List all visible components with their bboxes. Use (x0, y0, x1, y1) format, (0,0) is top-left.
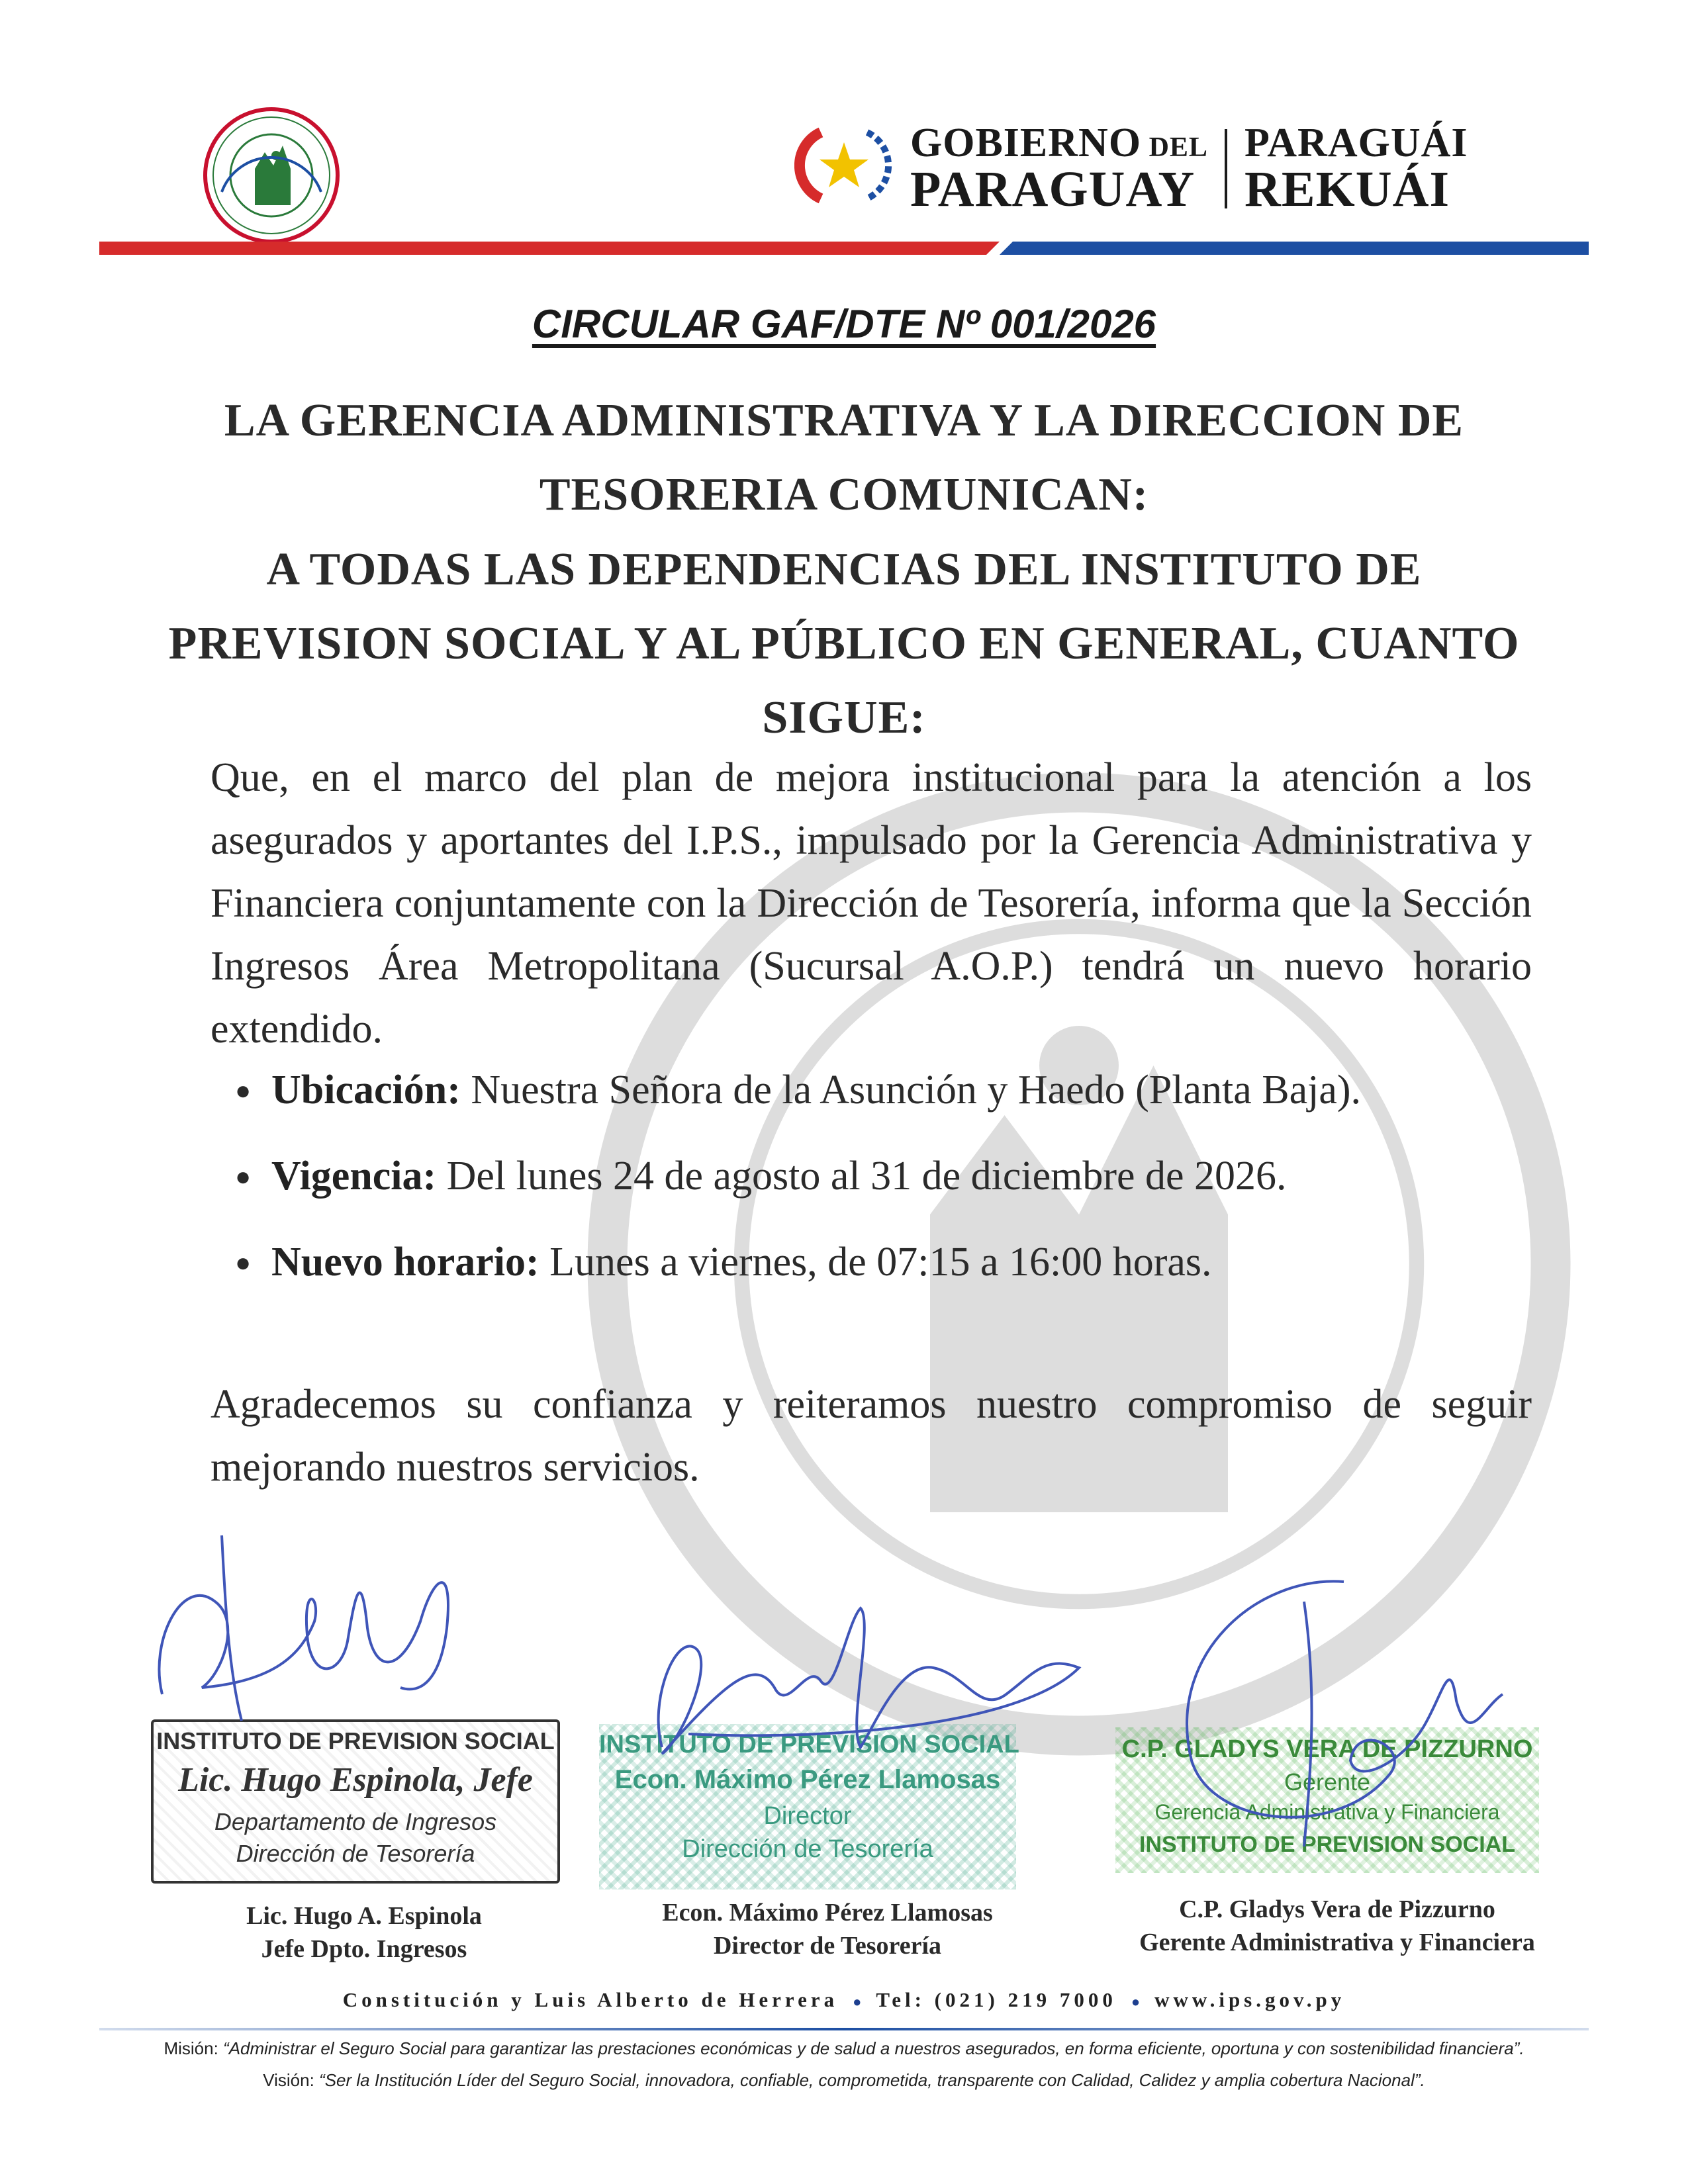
vision-label: Visión: (263, 2070, 320, 2090)
gov-logo-divider (1225, 129, 1227, 208)
footer-separator-icon: ● (853, 1993, 862, 2010)
signer-role: Director de Tesorería (713, 1932, 942, 1960)
stamp-line: INSTITUTO DE PREVISION SOCIAL (599, 1731, 1019, 1758)
stamp-ingresos (151, 1719, 560, 1884)
signature-espinola (142, 1522, 473, 1741)
signer-name: Econ. Máximo Pérez Llamosas (662, 1899, 993, 1927)
stamp-line: Gerencia Administrativa y Financiera (1154, 1800, 1500, 1824)
heading-addressees: A TODAS LAS DEPENDENCIAS DEL INSTITUTO DE PREVISION SOCIAL Y AL PÚBLICO EN GENERAL, CUANTO SIGUE: (168, 544, 1520, 743)
stamp-line: Gerente (1284, 1768, 1371, 1796)
signature-perez-llamosas (622, 1595, 1086, 1794)
vision-statement (0, 2070, 1688, 2091)
stamp-line: INSTITUTO DE PREVISION SOCIAL (1139, 1832, 1515, 1857)
list-item-validity (235, 1145, 1532, 1208)
heading-communicate: LA GERENCIA ADMINISTRATIVA Y LA DIRECCION DE TESORERIA COMUNICAN: (224, 395, 1464, 520)
details-list (235, 1059, 1532, 1317)
stamp-line: Lic. Hugo Espinola, Jefe (178, 1761, 533, 1799)
signer-name: Lic. Hugo A. Espinola (246, 1902, 482, 1930)
signer-perez-llamosas (616, 1896, 1039, 1962)
stamp-line: INSTITUTO DE PREVISION SOCIAL (156, 1727, 555, 1754)
gov-guarani-line2: REKUÁI (1244, 161, 1450, 217)
mission-text: “Administrar el Seguro Social para garantizar las prestaciones económicas y de salud a nuestros asegurados, en forma eficiente, oportuna y con sostenibilidad financiera”. (223, 2038, 1524, 2058)
bullet-icon: ● (235, 1075, 252, 1105)
bullet-icon: ● (235, 1248, 252, 1277)
gov-name-line2: PARAGUAY (910, 161, 1196, 217)
stamp-line: Director (763, 1802, 852, 1830)
footer-divider (99, 2028, 1589, 2030)
footer-separator-icon: ● (1131, 1993, 1141, 2010)
paraguay-star-emblem-icon (794, 116, 894, 215)
validity-value: Del lunes 24 de agosto al 31 de diciembre de 2026. (436, 1154, 1287, 1199)
signer-espinola (199, 1899, 530, 1966)
stamp-line: C.P. GLADYS VERA DE PIZZURNO (1121, 1735, 1533, 1763)
signer-name: C.P. Gladys Vera de Pizzurno (1179, 1895, 1495, 1923)
body-paragraph: Que, en el marco del plan de mejora institucional para la atención a los asegurados y aportantes del I.P.S., impulsado por la Gerencia Administrativa y Financiera conjuntamente con la Dirección de Tesorería, informa que la Sección Ingresos Área Metropolitana (Sucursal A.O.P.) tendrá un nuevo horario extendido. (211, 755, 1532, 1052)
closing-paragraph: Agradecemos su confianza y reiteramos nuestro compromiso de seguir mejorando nuestros servicios. (211, 1382, 1532, 1490)
list-item-schedule (235, 1231, 1532, 1294)
footer-website: www.ips.gov.py (1154, 1988, 1346, 2011)
mission-statement (0, 2038, 1688, 2059)
signer-vera-de-pizzurno (1079, 1893, 1595, 1959)
location-value: Nuestra Señora de la Asunción y Haedo (Planta Baja). (460, 1068, 1362, 1113)
circular-title: CIRCULAR GAF/DTE Nº 001/2026 (532, 302, 1156, 346)
vision-text: “Ser la Institución Líder del Seguro Social, innovadora, confiable, comprometida, transparente con Calidad, Calidez y amplia cobertura Nacional”. (319, 2070, 1425, 2090)
signature-vera-de-pizzurno (1139, 1562, 1509, 1853)
stamp-line: Departamento de Ingresos (214, 1808, 497, 1835)
bullet-icon: ● (235, 1161, 252, 1191)
ips-logo (202, 106, 341, 245)
list-item-location (235, 1059, 1532, 1122)
footer-phone: Tel: (021) 219 7000 (876, 1988, 1117, 2011)
schedule-value: Lunes a viernes, de 07:15 a 16:00 horas. (539, 1240, 1212, 1285)
gov-guarani-line1: PARAGUÁI (1244, 120, 1468, 165)
stamp-line: Econ. Máximo Pérez Llamosas (614, 1765, 1001, 1794)
footer-contact (0, 1988, 1688, 2012)
mission-label: Misión: (164, 2038, 224, 2058)
signer-role: Jefe Dpto. Ingresos (261, 1935, 467, 1963)
header-color-band (99, 242, 1589, 255)
stamp-line: Dirección de Tesorería (682, 1835, 933, 1863)
gov-name-line1: GOBIERNO DEL (910, 120, 1208, 165)
signer-role: Gerente Administrativa y Financiera (1139, 1929, 1535, 1956)
stamp-line: Dirección de Tesorería (236, 1840, 475, 1867)
schedule-label: Nuevo horario: (271, 1240, 539, 1285)
location-label: Ubicación: (271, 1068, 461, 1113)
footer-address: Constitución y Luis Alberto de Herrera (342, 1988, 839, 2011)
validity-label: Vigencia: (271, 1154, 437, 1199)
